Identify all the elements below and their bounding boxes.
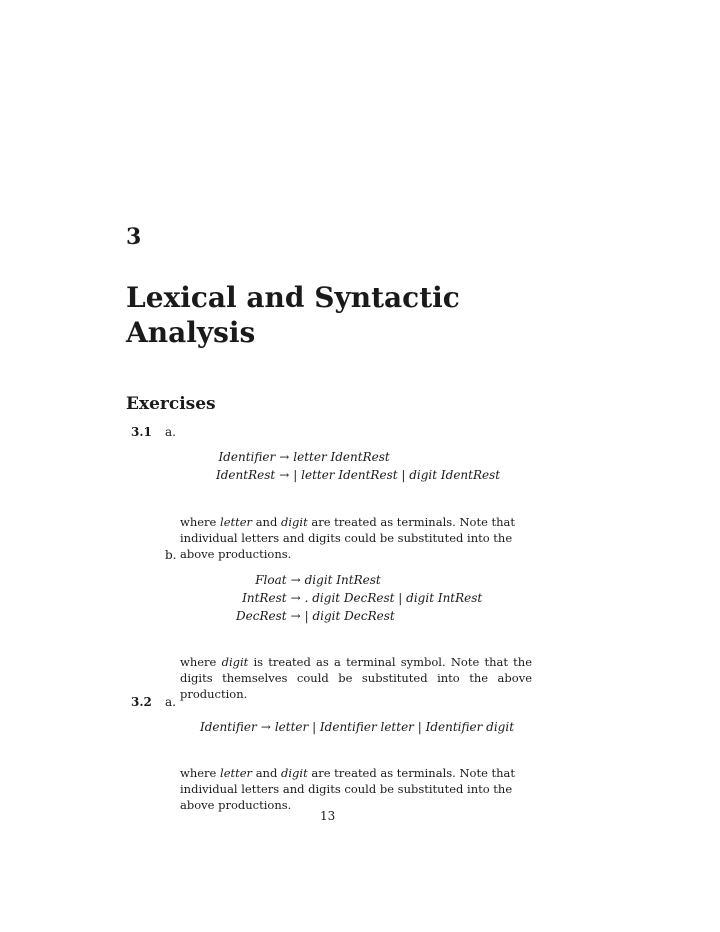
note-text: and	[252, 766, 281, 780]
production-table	[200, 720, 514, 738]
production-row	[236, 609, 482, 627]
part-note	[180, 765, 540, 813]
chapter-number: 3	[126, 224, 142, 250]
part-note	[180, 654, 532, 702]
note-emphasis: letter	[220, 766, 253, 780]
exercise-number: 3.1	[131, 425, 152, 439]
production-lhs: IdentRest	[216, 468, 276, 482]
production-lhs: Identifier	[218, 450, 276, 464]
production-row	[216, 468, 500, 486]
part-note	[180, 514, 540, 562]
production-rhs: . digit DecRest | digit IntRest	[304, 591, 483, 605]
note-emphasis: letter	[220, 515, 253, 529]
part-label: b.	[165, 548, 177, 562]
production-rhs: digit IntRest	[304, 573, 381, 587]
page-number: 13	[320, 809, 336, 823]
note-text: where	[180, 515, 221, 529]
production-table	[236, 573, 482, 627]
production-rhs: letter | Identifier letter | Identifier digit	[274, 720, 515, 734]
note-text: where	[180, 655, 222, 669]
section-heading: Exercises	[126, 394, 216, 414]
note-text: are treated as terminals. Note that individual letters and digits could be substituted into the above productions.	[180, 766, 516, 812]
production-row	[216, 450, 500, 468]
production-lhs: DecRest	[236, 609, 287, 623]
production-row	[200, 720, 514, 738]
production-arrow: →	[290, 573, 301, 587]
production-row	[236, 573, 482, 591]
exercise-number: 3.2	[131, 695, 152, 709]
note-text: where	[180, 766, 221, 780]
production-lhs: Identifier	[200, 720, 257, 734]
production-lhs: Float	[255, 573, 287, 587]
production-arrow: →	[279, 468, 290, 482]
production-rhs: | letter IdentRest | digit IdentRest	[293, 468, 501, 482]
production-arrow: →	[260, 720, 271, 734]
note-text: and	[252, 515, 281, 529]
production-row	[236, 591, 482, 609]
production-table	[216, 450, 500, 486]
production-rhs: letter IdentRest	[293, 450, 390, 464]
production-arrow: →	[290, 591, 301, 605]
chapter-title: Lexical and Syntactic Analysis	[126, 281, 460, 349]
production-lhs: IntRest	[242, 591, 287, 605]
note-text: is treated as a terminal symbol. Note that the digits themselves could be substituted into the above production.	[180, 655, 533, 701]
note-emphasis: digit	[280, 766, 308, 780]
production-rhs: | digit DecRest	[304, 609, 395, 623]
production-arrow: →	[290, 609, 301, 623]
note-text: are treated as terminals. Note that individual letters and digits could be substituted into the above productions.	[180, 515, 516, 561]
note-emphasis: digit	[280, 515, 308, 529]
production-arrow: →	[279, 450, 290, 464]
note-emphasis: digit	[221, 655, 249, 669]
part-label: a.	[165, 695, 176, 709]
part-label: a.	[165, 425, 176, 439]
